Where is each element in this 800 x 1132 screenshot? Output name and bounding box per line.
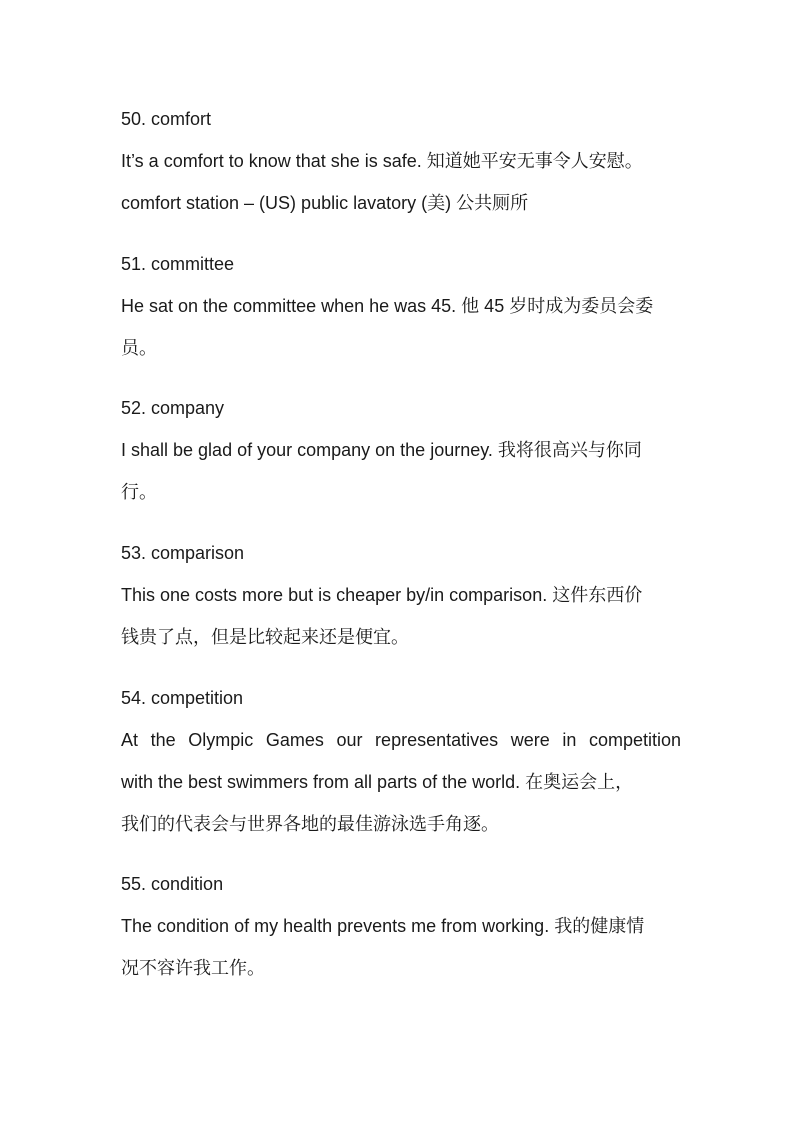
example-sentence: At the Olympic Games our representatives were in competition xyxy=(121,730,681,750)
entry-heading: 50. comfort xyxy=(121,109,212,129)
example-sentence: comfort station – (US) public lavatory (美) 公共厕所 xyxy=(121,193,529,213)
entry-competition xyxy=(121,686,681,836)
entry-comparison xyxy=(121,541,681,649)
entry-condition xyxy=(121,872,681,980)
entry-committee xyxy=(121,252,681,360)
entry-heading: 52. company xyxy=(121,398,225,418)
entry-heading: 55. condition xyxy=(121,874,224,894)
example-sentence: He sat on the committee when he was 45. 他 45 岁时成为委员会委 xyxy=(121,296,654,316)
example-sentence: 员。 xyxy=(121,338,157,358)
entry-heading: 54. competition xyxy=(121,688,244,708)
example-sentence: 我们的代表会与世界各地的最佳游泳选手角逐。 xyxy=(121,814,499,834)
entry-comfort xyxy=(121,107,681,215)
example-sentence: The condition of my health prevents me from working. 我的健康情 xyxy=(121,916,645,936)
example-sentence: 况不容许我工作。 xyxy=(121,958,265,978)
example-sentence: This one costs more but is cheaper by/in comparison. 这件东西价 xyxy=(121,585,643,605)
example-sentence: with the best swimmers from all parts of the world. 在奥运会上， xyxy=(121,772,634,792)
entry-company xyxy=(121,396,681,504)
example-sentence: 钱贵了点，但是比较起来还是便宜。 xyxy=(121,627,409,647)
entry-heading: 51. committee xyxy=(121,254,235,274)
example-sentence: It’s a comfort to know that she is safe. 知道她平安无事令人安慰。 xyxy=(121,151,643,171)
example-sentence: I shall be glad of your company on the journey. 我将很高兴与你同 xyxy=(121,440,642,460)
entry-heading: 53. comparison xyxy=(121,543,245,563)
example-sentence: 行。 xyxy=(121,482,157,502)
